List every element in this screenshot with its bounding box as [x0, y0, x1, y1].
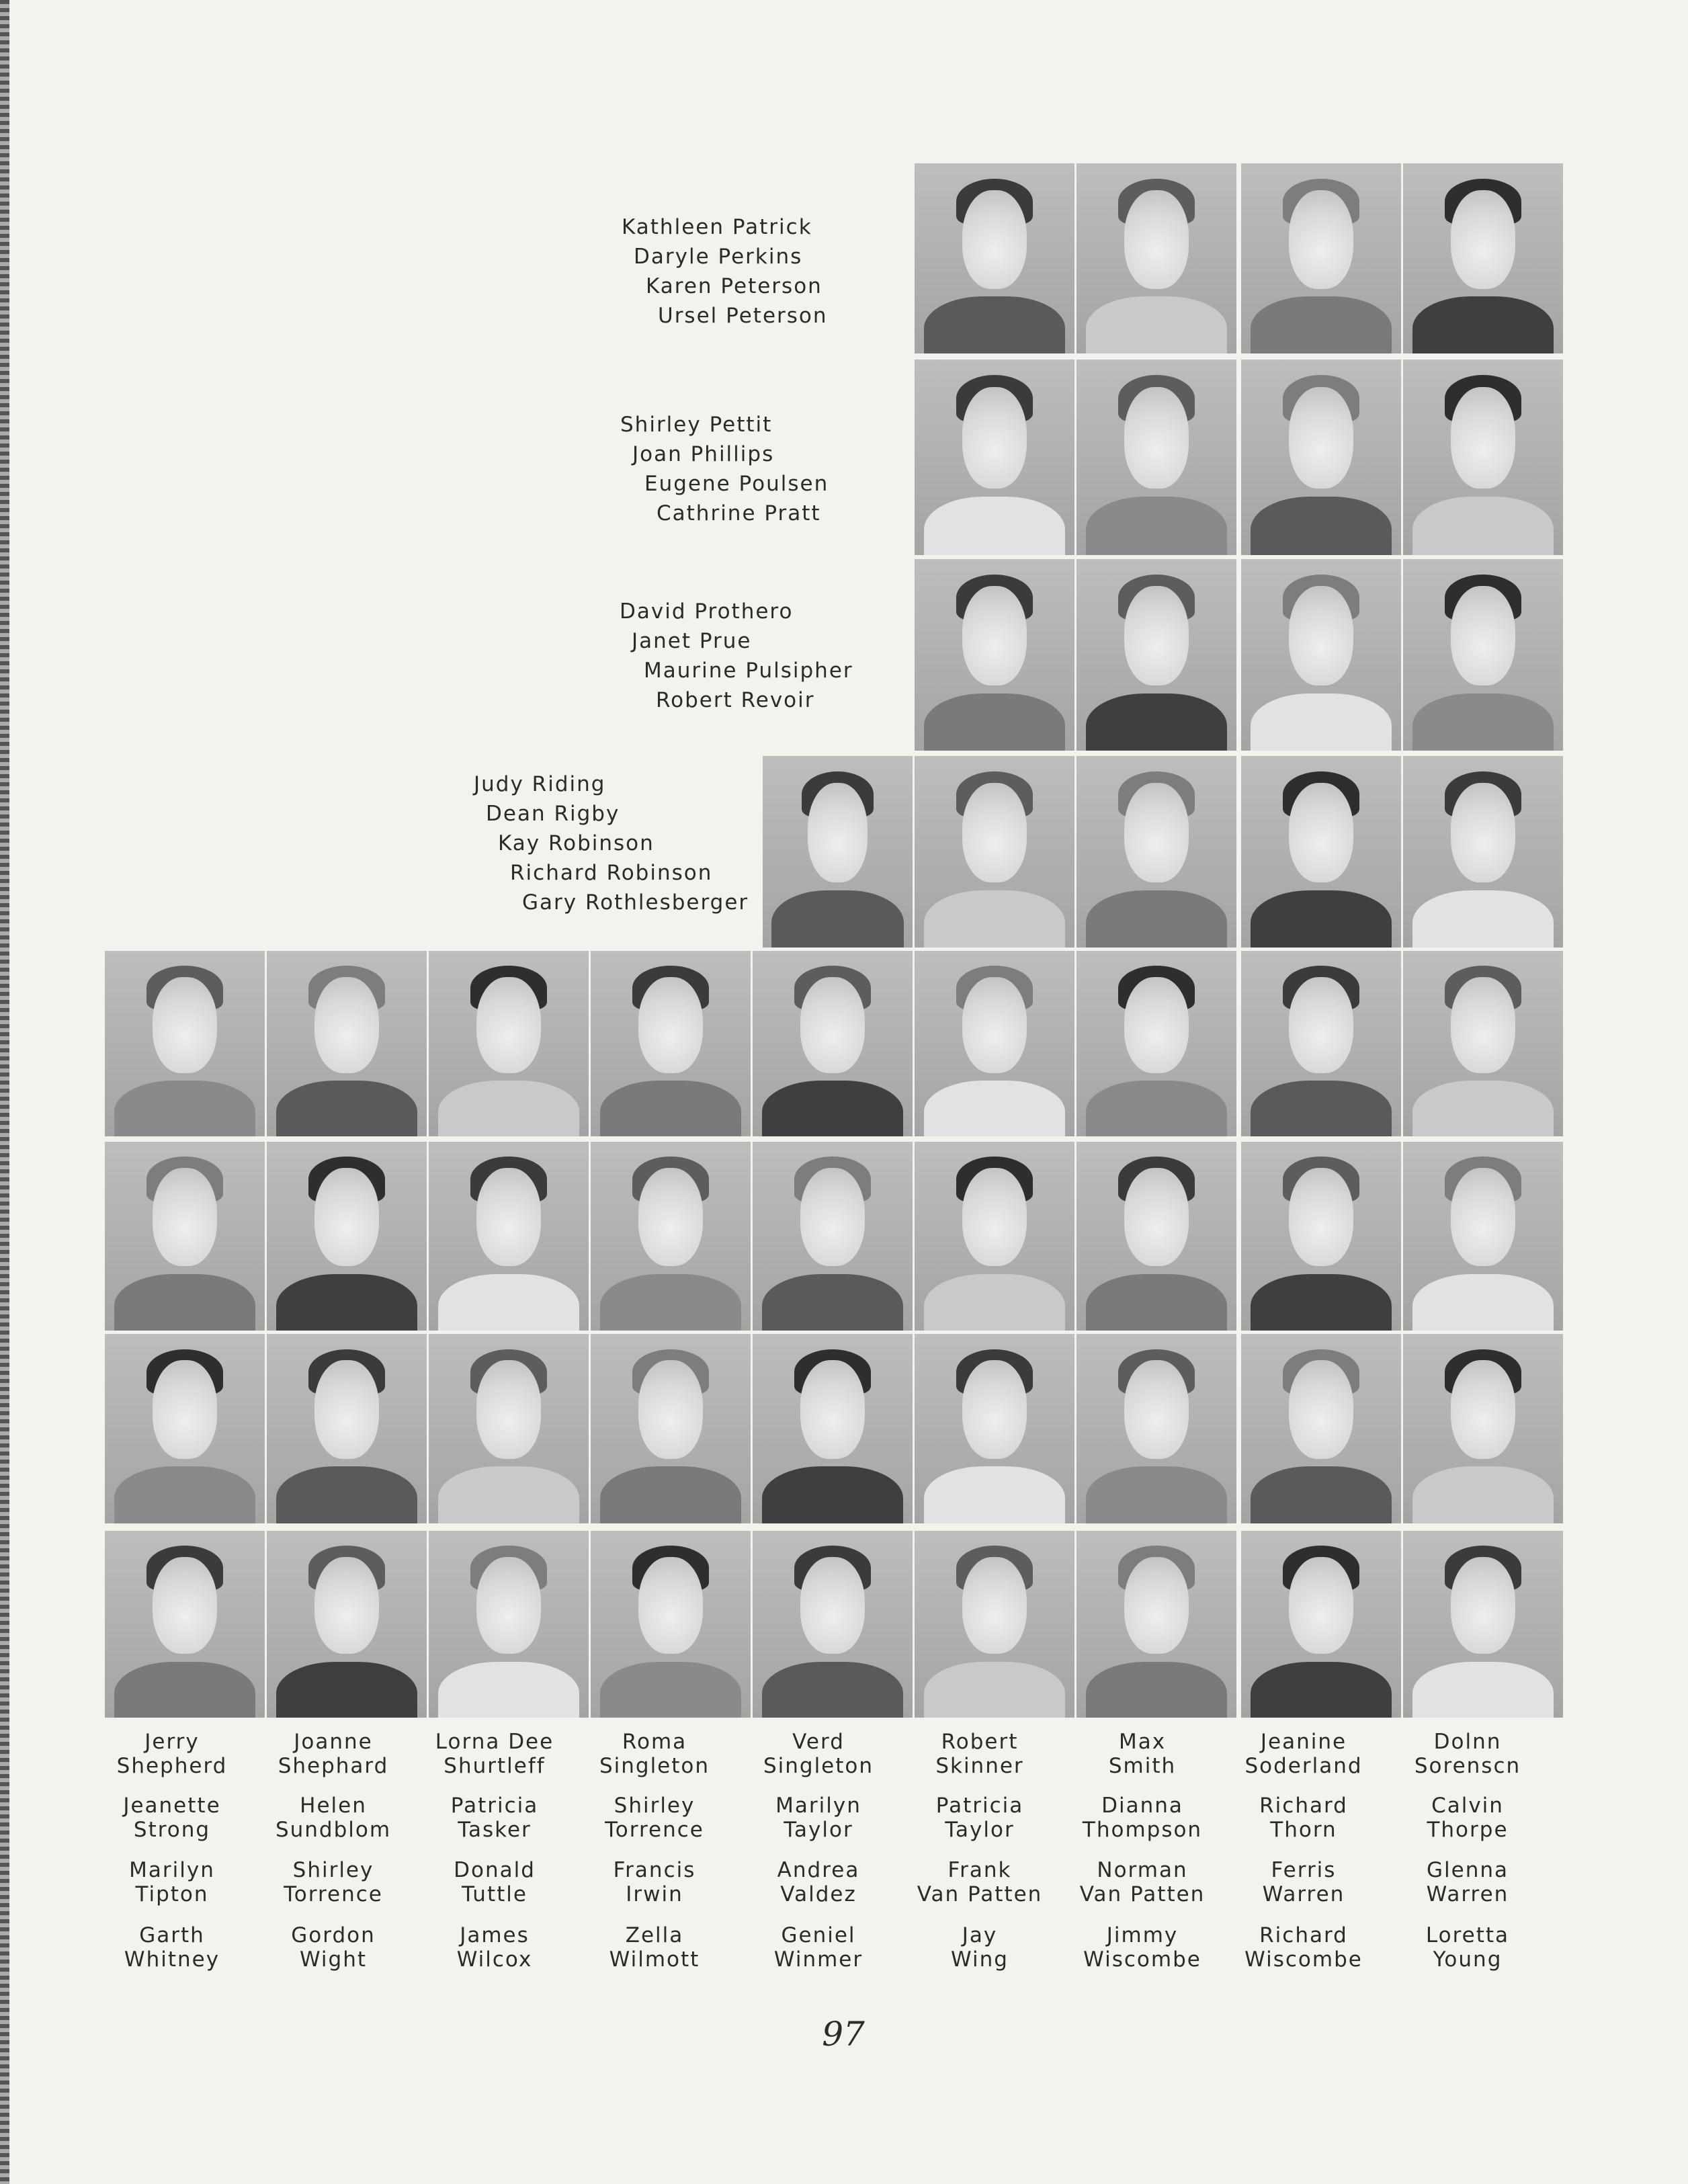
portrait-shoulders — [1412, 1662, 1553, 1718]
portrait-shoulders — [114, 1274, 255, 1331]
portrait-shoulders — [276, 1662, 417, 1718]
portrait-face — [962, 387, 1026, 489]
last-name: Wilmott — [609, 1947, 700, 1972]
student-name-caption — [91, 1923, 253, 1972]
student-name-caption — [574, 1858, 735, 1906]
portrait-shoulders — [924, 1274, 1064, 1331]
student-photo — [267, 1531, 427, 1718]
last-name: Van Patten — [917, 1882, 1043, 1906]
last-name: Shephard — [278, 1754, 389, 1778]
first-name: Dolnn — [1433, 1730, 1502, 1754]
student-photo — [591, 1531, 751, 1718]
portrait-shoulders — [1412, 497, 1553, 555]
student-name: Janet Prue — [632, 629, 752, 653]
first-name: Andrea — [777, 1858, 860, 1882]
student-name-caption — [1387, 1794, 1548, 1842]
last-name: Tipton — [135, 1882, 209, 1906]
student-photo — [1403, 1531, 1563, 1718]
portrait-shoulders — [924, 890, 1064, 948]
last-name: Smith — [1108, 1754, 1177, 1778]
name-group — [622, 212, 828, 331]
portrait-shoulders — [1251, 1662, 1391, 1718]
first-name: Frank — [947, 1858, 1012, 1882]
portrait-face — [1289, 1557, 1353, 1654]
portrait-shoulders — [114, 1662, 255, 1718]
student-photo — [915, 1531, 1074, 1718]
student-photo — [267, 1334, 427, 1523]
first-name: Marilyn — [775, 1794, 861, 1818]
portrait-shoulders — [276, 1081, 417, 1136]
first-name: Jay — [962, 1923, 998, 1947]
portrait-shoulders — [600, 1662, 741, 1718]
portrait-face — [1451, 1360, 1515, 1459]
portrait-face — [1289, 387, 1353, 489]
student-photo — [1241, 163, 1401, 353]
last-name: Valdez — [780, 1882, 857, 1906]
last-name: Wight — [299, 1947, 368, 1972]
student-name-caption — [414, 1858, 575, 1906]
portrait-face — [1124, 387, 1188, 489]
portrait-face — [638, 1168, 702, 1266]
student-name-caption — [1223, 1858, 1384, 1906]
portrait-face — [962, 1168, 1026, 1266]
student-photo — [1403, 360, 1563, 555]
portrait-face — [1289, 783, 1353, 882]
first-name: Ferris — [1271, 1858, 1337, 1882]
portrait-shoulders — [276, 1466, 417, 1523]
first-name: Geniel — [781, 1923, 856, 1947]
portrait-face — [800, 977, 864, 1074]
last-name: Warren — [1426, 1882, 1509, 1906]
first-name: Zella — [625, 1923, 684, 1947]
student-photo — [591, 1334, 751, 1523]
last-name: Winmer — [773, 1947, 863, 1972]
portrait-face — [962, 586, 1026, 685]
portrait-face — [314, 977, 378, 1074]
student-name: Eugene Poulsen — [644, 472, 829, 496]
student-photo — [1077, 756, 1236, 948]
student-photo — [1403, 163, 1563, 353]
student-name-caption — [1062, 1858, 1223, 1906]
student-name-caption — [1387, 1923, 1548, 1972]
student-name-caption — [899, 1923, 1060, 1972]
first-name: Jimmy — [1106, 1923, 1179, 1947]
name-group — [620, 597, 853, 715]
last-name: Torrence — [605, 1818, 704, 1842]
student-name-caption — [1223, 1794, 1384, 1842]
student-photo — [1077, 163, 1236, 353]
portrait-shoulders — [924, 296, 1064, 353]
last-name: Wiscombe — [1083, 1947, 1201, 1972]
portrait-shoulders — [276, 1274, 417, 1331]
student-photo — [429, 1142, 589, 1331]
first-name: Garth — [139, 1923, 205, 1947]
portrait-shoulders — [1412, 694, 1553, 751]
student-name-caption — [1062, 1794, 1223, 1842]
student-photo — [267, 951, 427, 1136]
last-name: Wiscombe — [1244, 1947, 1363, 1972]
student-name-caption — [738, 1730, 899, 1778]
portrait-shoulders — [1412, 1081, 1553, 1136]
portrait-shoulders — [1412, 890, 1553, 948]
last-name: Irwin — [626, 1882, 683, 1906]
last-name: Soderland — [1244, 1754, 1363, 1778]
portrait-face — [962, 1557, 1026, 1654]
first-name: Loretta — [1425, 1923, 1510, 1947]
portrait-face — [1451, 1168, 1515, 1266]
student-photo — [1077, 951, 1236, 1136]
student-name: Kathleen Patrick — [622, 215, 812, 239]
portrait-shoulders — [1251, 1466, 1391, 1523]
last-name: Skinner — [935, 1754, 1024, 1778]
last-name: Warren — [1262, 1882, 1345, 1906]
portrait-shoulders — [1086, 1081, 1226, 1136]
portrait-shoulders — [600, 1274, 741, 1331]
student-name-caption — [414, 1923, 575, 1972]
student-photo — [429, 951, 589, 1136]
binding-edge — [0, 0, 9, 2184]
first-name: Jeanine — [1260, 1730, 1347, 1754]
portrait-shoulders — [1086, 497, 1226, 555]
first-name: Patricia — [450, 1794, 539, 1818]
last-name: Shepherd — [116, 1754, 228, 1778]
page-number: 97 — [822, 2015, 865, 2054]
student-photo — [915, 756, 1074, 948]
first-name: James — [460, 1923, 530, 1947]
portrait-shoulders — [1086, 1662, 1226, 1718]
first-name: Gordon — [291, 1923, 376, 1947]
student-photo — [753, 951, 913, 1136]
last-name: Singleton — [763, 1754, 874, 1778]
portrait-shoulders — [1086, 296, 1226, 353]
student-name-caption — [91, 1794, 253, 1842]
first-name: Calvin — [1431, 1794, 1504, 1818]
first-name: Dianna — [1101, 1794, 1183, 1818]
student-photo — [1403, 1142, 1563, 1331]
first-name: Patricia — [935, 1794, 1024, 1818]
portrait-shoulders — [1086, 890, 1226, 948]
student-photo — [1403, 559, 1563, 751]
portrait-shoulders — [114, 1081, 255, 1136]
student-name-caption — [253, 1794, 414, 1842]
portrait-face — [962, 977, 1026, 1074]
portrait-face — [1451, 977, 1515, 1074]
portrait-shoulders — [1251, 497, 1391, 555]
student-photo — [1077, 559, 1236, 751]
portrait-shoulders — [438, 1662, 579, 1718]
student-photo — [1241, 1142, 1401, 1331]
first-name: Shirley — [292, 1858, 374, 1882]
first-name: Richard — [1259, 1923, 1348, 1947]
portrait-face — [800, 1557, 864, 1654]
portrait-shoulders — [924, 1081, 1064, 1136]
first-name: Max — [1118, 1730, 1167, 1754]
last-name: Torrence — [284, 1882, 383, 1906]
student-photo — [105, 951, 265, 1136]
first-name: Lorna Dee — [435, 1730, 554, 1754]
portrait-face — [808, 783, 868, 882]
student-photo — [915, 1334, 1074, 1523]
student-photo — [915, 559, 1074, 751]
portrait-shoulders — [924, 497, 1064, 555]
portrait-face — [476, 977, 540, 1074]
student-photo — [105, 1334, 265, 1523]
portrait-face — [638, 1360, 702, 1459]
student-name-caption — [91, 1730, 253, 1778]
portrait-face — [314, 1168, 378, 1266]
portrait-face — [1451, 387, 1515, 489]
portrait-shoulders — [600, 1081, 741, 1136]
student-name-caption — [1387, 1730, 1548, 1778]
last-name: Shurtleff — [444, 1754, 546, 1778]
first-name: Verd — [792, 1730, 845, 1754]
last-name: Strong — [133, 1818, 211, 1842]
portrait-face — [800, 1360, 864, 1459]
portrait-shoulders — [762, 1274, 902, 1331]
first-name: Roma — [622, 1730, 687, 1754]
student-photo — [429, 1531, 589, 1718]
portrait-face — [153, 1360, 216, 1459]
student-name: Maurine Pulsipher — [644, 659, 853, 683]
portrait-face — [638, 1557, 702, 1654]
portrait-face — [153, 977, 216, 1074]
portrait-shoulders — [438, 1466, 579, 1523]
student-photo — [1241, 559, 1401, 751]
portrait-face — [476, 1168, 540, 1266]
portrait-face — [962, 1360, 1026, 1459]
student-name-caption — [899, 1858, 1060, 1906]
last-name: Wilcox — [456, 1947, 533, 1972]
portrait-shoulders — [1251, 1081, 1391, 1136]
student-photo — [1077, 1142, 1236, 1331]
first-name: Joanne — [294, 1730, 373, 1754]
student-photo — [105, 1531, 265, 1718]
student-name: Karen Peterson — [646, 274, 822, 298]
portrait-shoulders — [924, 694, 1064, 751]
portrait-shoulders — [1086, 1274, 1226, 1331]
student-name: Judy Riding — [474, 772, 606, 796]
last-name: Thorn — [1270, 1818, 1337, 1842]
portrait-face — [962, 190, 1026, 289]
portrait-shoulders — [924, 1466, 1064, 1523]
student-name-caption — [414, 1794, 575, 1842]
student-name-caption — [414, 1730, 575, 1778]
portrait-face — [1451, 190, 1515, 289]
first-name: Donald — [454, 1858, 536, 1882]
student-name-caption — [253, 1730, 414, 1778]
last-name: Wing — [951, 1947, 1009, 1972]
portrait-shoulders — [762, 1081, 902, 1136]
student-name: Cathrine Pratt — [657, 501, 821, 526]
last-name: Young — [1433, 1947, 1503, 1972]
student-photo — [1403, 756, 1563, 948]
portrait-face — [1124, 1168, 1188, 1266]
portrait-shoulders — [1251, 890, 1391, 948]
portrait-face — [153, 1557, 216, 1654]
portrait-shoulders — [1086, 1466, 1226, 1523]
student-name-caption — [1062, 1730, 1223, 1778]
last-name: Tuttle — [462, 1882, 528, 1906]
student-photo — [1241, 1334, 1401, 1523]
student-name-caption — [253, 1923, 414, 1972]
first-name: Norman — [1097, 1858, 1188, 1882]
student-name: Richard Robinson — [510, 861, 713, 885]
last-name: Tasker — [458, 1818, 532, 1842]
first-name: Marilyn — [129, 1858, 215, 1882]
student-photo — [763, 756, 913, 948]
portrait-shoulders — [438, 1274, 579, 1331]
portrait-shoulders — [924, 1662, 1064, 1718]
last-name: Whitney — [124, 1947, 220, 1972]
portrait-face — [1289, 1168, 1353, 1266]
student-name-caption — [899, 1730, 1060, 1778]
student-name: Joan Phillips — [632, 442, 775, 466]
student-photo — [429, 1334, 589, 1523]
student-photo — [1241, 1531, 1401, 1718]
student-name-caption — [1223, 1730, 1384, 1778]
portrait-face — [1289, 977, 1353, 1074]
last-name: Thorpe — [1427, 1818, 1509, 1842]
first-name: Robert — [941, 1730, 1019, 1754]
portrait-shoulders — [762, 1662, 902, 1718]
student-photo — [753, 1142, 913, 1331]
portrait-shoulders — [762, 1466, 902, 1523]
first-name: Jerry — [144, 1730, 200, 1754]
last-name: Van Patten — [1079, 1882, 1206, 1906]
student-photo — [915, 951, 1074, 1136]
portrait-shoulders — [114, 1466, 255, 1523]
portrait-face — [1289, 586, 1353, 685]
student-name: Robert Revoir — [656, 688, 815, 712]
student-name-caption — [574, 1730, 735, 1778]
student-name-caption — [738, 1858, 899, 1906]
portrait-face — [1451, 586, 1515, 685]
student-name: Kay Robinson — [498, 831, 655, 855]
name-group — [620, 410, 829, 528]
student-photo — [1077, 360, 1236, 555]
portrait-face — [1124, 1360, 1188, 1459]
last-name: Singleton — [599, 1754, 710, 1778]
portrait-shoulders — [438, 1081, 579, 1136]
first-name: Helen — [300, 1794, 367, 1818]
portrait-face — [1451, 1557, 1515, 1654]
portrait-face — [1124, 586, 1188, 685]
portrait-face — [1289, 1360, 1353, 1459]
portrait-shoulders — [1412, 1466, 1553, 1523]
student-photo — [753, 1531, 913, 1718]
student-name: Dean Rigby — [486, 802, 620, 826]
student-photo — [1241, 951, 1401, 1136]
first-name: Richard — [1259, 1794, 1348, 1818]
first-name: Jeanette — [123, 1794, 221, 1818]
student-name: Ursel Peterson — [658, 304, 828, 328]
portrait-face — [476, 1360, 540, 1459]
student-photo — [915, 163, 1074, 353]
student-photo — [915, 360, 1074, 555]
portrait-face — [1451, 783, 1515, 882]
last-name: Sundblom — [275, 1818, 392, 1842]
portrait-shoulders — [1251, 694, 1391, 751]
portrait-shoulders — [600, 1466, 741, 1523]
first-name: Shirley — [614, 1794, 695, 1818]
student-photo — [1241, 360, 1401, 555]
portrait-shoulders — [1251, 1274, 1391, 1331]
student-name-caption — [1223, 1923, 1384, 1972]
student-photo — [1241, 756, 1401, 948]
student-photo — [1077, 1334, 1236, 1523]
portrait-face — [638, 977, 702, 1074]
portrait-face — [314, 1557, 378, 1654]
student-name-caption — [899, 1794, 1060, 1842]
portrait-shoulders — [771, 890, 903, 948]
student-name: Gary Rothlesberger — [522, 890, 749, 915]
student-name: David Prothero — [620, 599, 794, 624]
student-photo — [591, 951, 751, 1136]
last-name: Taylor — [784, 1818, 853, 1842]
portrait-face — [962, 783, 1026, 882]
portrait-shoulders — [1412, 296, 1553, 353]
student-name-caption — [574, 1794, 735, 1842]
portrait-face — [1124, 977, 1188, 1074]
student-name-caption — [1387, 1858, 1548, 1906]
student-photo — [105, 1142, 265, 1331]
student-photo — [591, 1142, 751, 1331]
student-photo — [1403, 951, 1563, 1136]
portrait-face — [1124, 1557, 1188, 1654]
student-name-caption — [1062, 1923, 1223, 1972]
student-name: Daryle Perkins — [634, 245, 803, 269]
student-name-caption — [253, 1858, 414, 1906]
portrait-shoulders — [1251, 296, 1391, 353]
name-group — [474, 769, 749, 917]
student-name-caption — [574, 1923, 735, 1972]
portrait-face — [476, 1557, 540, 1654]
last-name: Thompson — [1082, 1818, 1203, 1842]
student-name: Shirley Pettit — [620, 413, 773, 437]
last-name: Taylor — [945, 1818, 1015, 1842]
student-name-caption — [738, 1794, 899, 1842]
portrait-face — [314, 1360, 378, 1459]
portrait-shoulders — [1412, 1274, 1553, 1331]
student-name-caption — [738, 1923, 899, 1972]
first-name: Francis — [613, 1858, 696, 1882]
student-photo — [1077, 1531, 1236, 1718]
first-name: Glenna — [1427, 1858, 1509, 1882]
portrait-face — [800, 1168, 864, 1266]
portrait-face — [1124, 190, 1188, 289]
student-photo — [753, 1334, 913, 1523]
student-photo — [267, 1142, 427, 1331]
portrait-face — [1124, 783, 1188, 882]
last-name: Sorenscn — [1414, 1754, 1521, 1778]
portrait-face — [1289, 190, 1353, 289]
student-photo — [1403, 1334, 1563, 1523]
student-photo — [915, 1142, 1074, 1331]
portrait-shoulders — [1086, 694, 1226, 751]
student-name-caption — [91, 1858, 253, 1906]
portrait-face — [153, 1168, 216, 1266]
